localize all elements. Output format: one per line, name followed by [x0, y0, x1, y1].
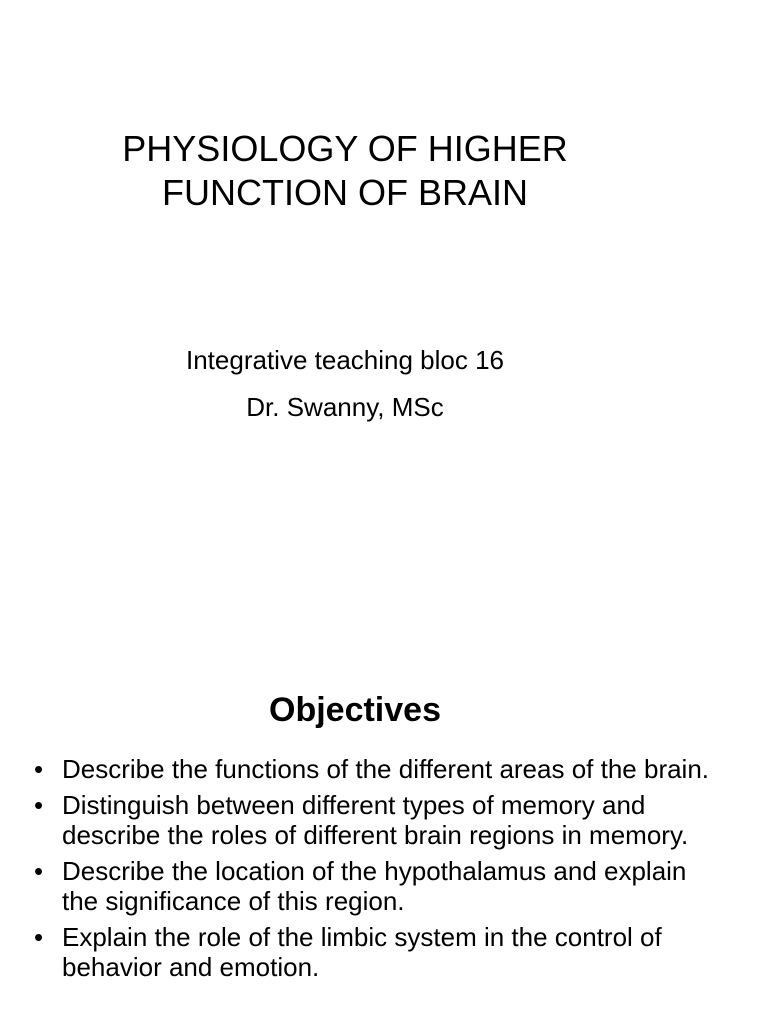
objectives-list: [34, 754, 714, 988]
list-item: [34, 922, 714, 982]
bullet-icon: •: [34, 922, 44, 952]
course-subtitle: Integrative teaching bloc 16: [186, 345, 504, 375]
title-line-1: PHYSIOLOGY OF HIGHER: [122, 128, 568, 169]
objective-text: Describe the functions of the different areas of the brain.: [62, 754, 710, 784]
bullet-icon: •: [34, 856, 44, 886]
list-item: [34, 790, 714, 850]
list-item: [34, 754, 714, 784]
objective-text: Distinguish between different types of memory and describe the roles of different brain regions in memory.: [62, 790, 689, 850]
bullet-icon: •: [34, 754, 44, 784]
list-item: [34, 856, 714, 916]
author-subtitle: Dr. Swanny, MSc: [246, 392, 444, 422]
slide-title: [0, 127, 690, 215]
objective-text: Describe the location of the hypothalamus and explain the significance of this region.: [62, 856, 687, 916]
title-line-2: FUNCTION OF BRAIN: [162, 172, 528, 213]
bullet-icon: •: [34, 790, 44, 820]
objectives-heading: Objectives: [269, 691, 441, 729]
objective-text: Explain the role of the limbic system in the control of behavior and emotion.: [62, 922, 662, 982]
